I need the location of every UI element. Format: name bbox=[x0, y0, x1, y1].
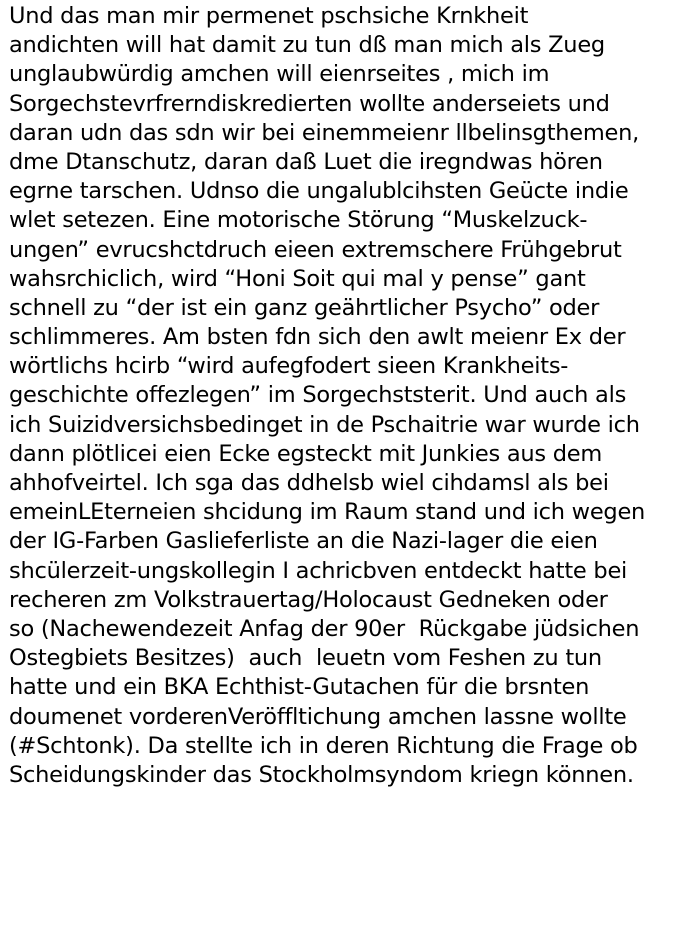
text-line: wahsrchiclich, wird “Honi Soit qui mal y pense” gant bbox=[9, 265, 586, 292]
text-line: ungen” evrucshctdruch eieen extremschere Frühgebrut bbox=[9, 236, 622, 263]
text-line: wlet setezen. Eine motorische Störung “Muskelzuck- bbox=[9, 207, 588, 234]
text-line: Scheidungskinder das Stockholmsyndom kriegn können. bbox=[9, 761, 634, 788]
text-line: ich Suizidversichsbedinget in de Pschaitrie war wurde ich bbox=[9, 411, 640, 438]
text-line: andichten will hat damit zu tun dß man mich als Zueg bbox=[9, 32, 605, 59]
text-line: Und das man mir permenet pschsiche Krnkheit bbox=[9, 3, 529, 29]
text-line: (#Schtonk). Da stellte ich in deren Richtung die Frage ob bbox=[9, 732, 638, 759]
text-line: wörtlichs hcirb “wird aufegfodert sieen Krankheits- bbox=[9, 353, 569, 380]
text-line: doumenet vorderenVeröffltichung amchen lassne wollte bbox=[9, 703, 627, 730]
text-line: daran udn das sdn wir bei einemmeienr llbelinsgthemen, bbox=[9, 119, 640, 146]
text-line: egrne tarschen. Udnso die ungalublcihsten Geücte indie bbox=[9, 178, 629, 205]
text-line: der IG-Farben Gaslieferliste an die Nazi-lager die eien bbox=[9, 528, 598, 555]
text-line: dann plötlicei eien Ecke egsteckt mit Junkies aus dem bbox=[9, 440, 603, 467]
text-line: so (Nachewendezeit Anfag der 90er Rückgabe jüdsichen bbox=[9, 615, 640, 642]
text-line: dme Dtanschutz, daran daß Luet die iregndwas hören bbox=[9, 148, 603, 175]
text-line: schnell zu “der ist ein ganz geährtlicher Psycho” oder bbox=[9, 294, 600, 321]
text-line: schlimmeres. Am bsten fdn sich den awlt meienr Ex der bbox=[9, 324, 626, 351]
text-line: ahhofveirtel. Ich sga das ddhelsb wiel cihdamsl als bei bbox=[9, 470, 609, 496]
text-line: unglaubwürdig amchen will eienrseites , mich im bbox=[9, 61, 550, 88]
text-line: emeinLEterneien shcidung im Raum stand und ich wegen bbox=[9, 499, 646, 526]
text-line: geschichte offezlegen” im Sorgechststerit. Und auch als bbox=[9, 382, 627, 409]
paragraph bbox=[9, 2, 681, 790]
text-line: Ostegbiets Besitzes) auch leuetn vom Feshen zu tun bbox=[9, 645, 602, 672]
text-line: hatte und ein BKA Echthist-Gutachen für die brsnten bbox=[9, 674, 590, 701]
text-line: Sorgechstevrfrerndiskredierten wollte anderseiets und bbox=[9, 90, 610, 117]
text-line: shcülerzeit-ungskollegin I achricbven entdeckt hatte bei bbox=[9, 557, 628, 584]
text-line: recheren zm Volkstrauertag/Holocaust Gedneken oder bbox=[9, 586, 608, 613]
